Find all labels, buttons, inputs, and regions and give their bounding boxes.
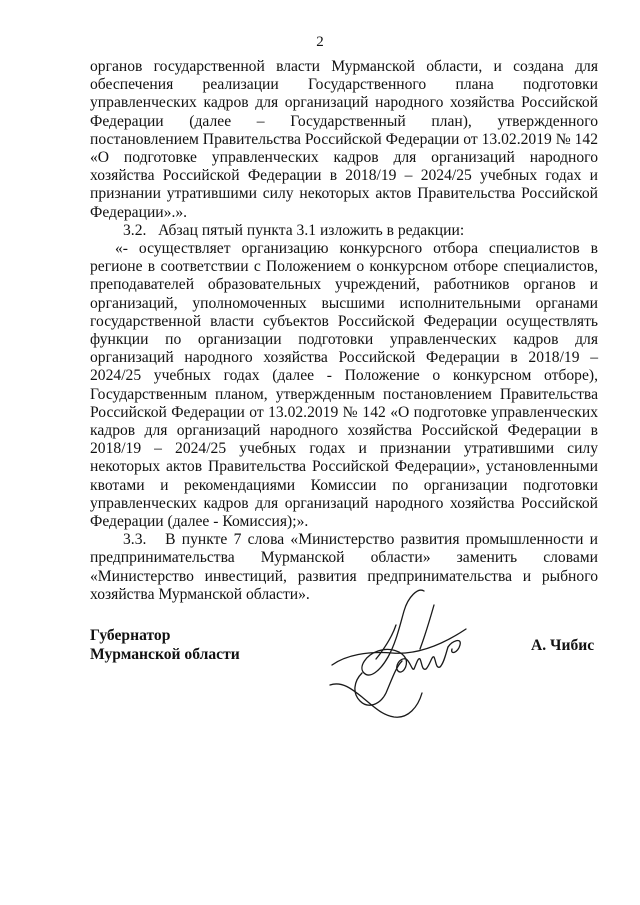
- paragraph-3-3: 3.3. В пункте 7 слова «Министерство развития промышленности и предпринимательства Мурманской области» заменить словами «Министерство инвестиций, развития предпринимательства и рыбного хозяйства Мурманской области».: [90, 531, 598, 603]
- paragraph-3-2: 3.2. Абзац пятый пункта 3.1 изложить в редакции:: [123, 221, 465, 239]
- page-number: 2: [316, 34, 324, 50]
- signatory-title-line2: Мурманской области: [90, 645, 240, 663]
- paragraph-continuation: органов государственной власти Мурманской области, и создана для обеспечения реализации Государственного плана подготовки управленческих кадров для организаций народного хозяйства Российской Федерации (далее – Государственный план), утвержденного постановлением Правительства Российской Федерации от 13.02.2019 № 142 «О подготовке управленческих кадров для организаций народного хозяйства Российской Федерации в 2018/19 – 2024/25 учебных годах и признании утратившими силу некоторых актов Правительства Российской Федерации».».: [90, 58, 598, 221]
- document-body: [90, 58, 598, 604]
- signatory-name: А. Чибис: [531, 637, 595, 654]
- handwritten-signature: [322, 585, 472, 735]
- signatory-title: [90, 627, 240, 664]
- paragraph-quoted-amendment: «- осуществляет организацию конкурсного отбора специалистов в регионе в соответствии с Положением о конкурсном отборе специалистов, преподавателей образовательных учреждений, работников органов и организаций, уполномоченных высшими исполнительными органами государственной власти субъектов Российской Федерации осуществлять функции по организации подготовки управленческих кадров для организаций народного хозяйства Российской Федерации в 2018/19 – 2024/25 учебных годах (далее - Положение о конкурсном отборе), Государственным планом, утвержденным постановлением Правительства Российской Федерации от 13.02.2019 № 142 «О подготовке управленческих кадров для организаций народного хозяйства Российской Федерации в 2018/19 – 2024/25 учебных годах и признании утратившими силу некоторых актов Правительства Российской Федерации», установленными квотами и рекомендациями Комиссии по организации подготовки управленческих кадров для организаций народного хозяйства Российской Федерации (далее - Комиссия);».: [90, 240, 598, 531]
- signatory-title-line1: Губернатор: [90, 627, 171, 644]
